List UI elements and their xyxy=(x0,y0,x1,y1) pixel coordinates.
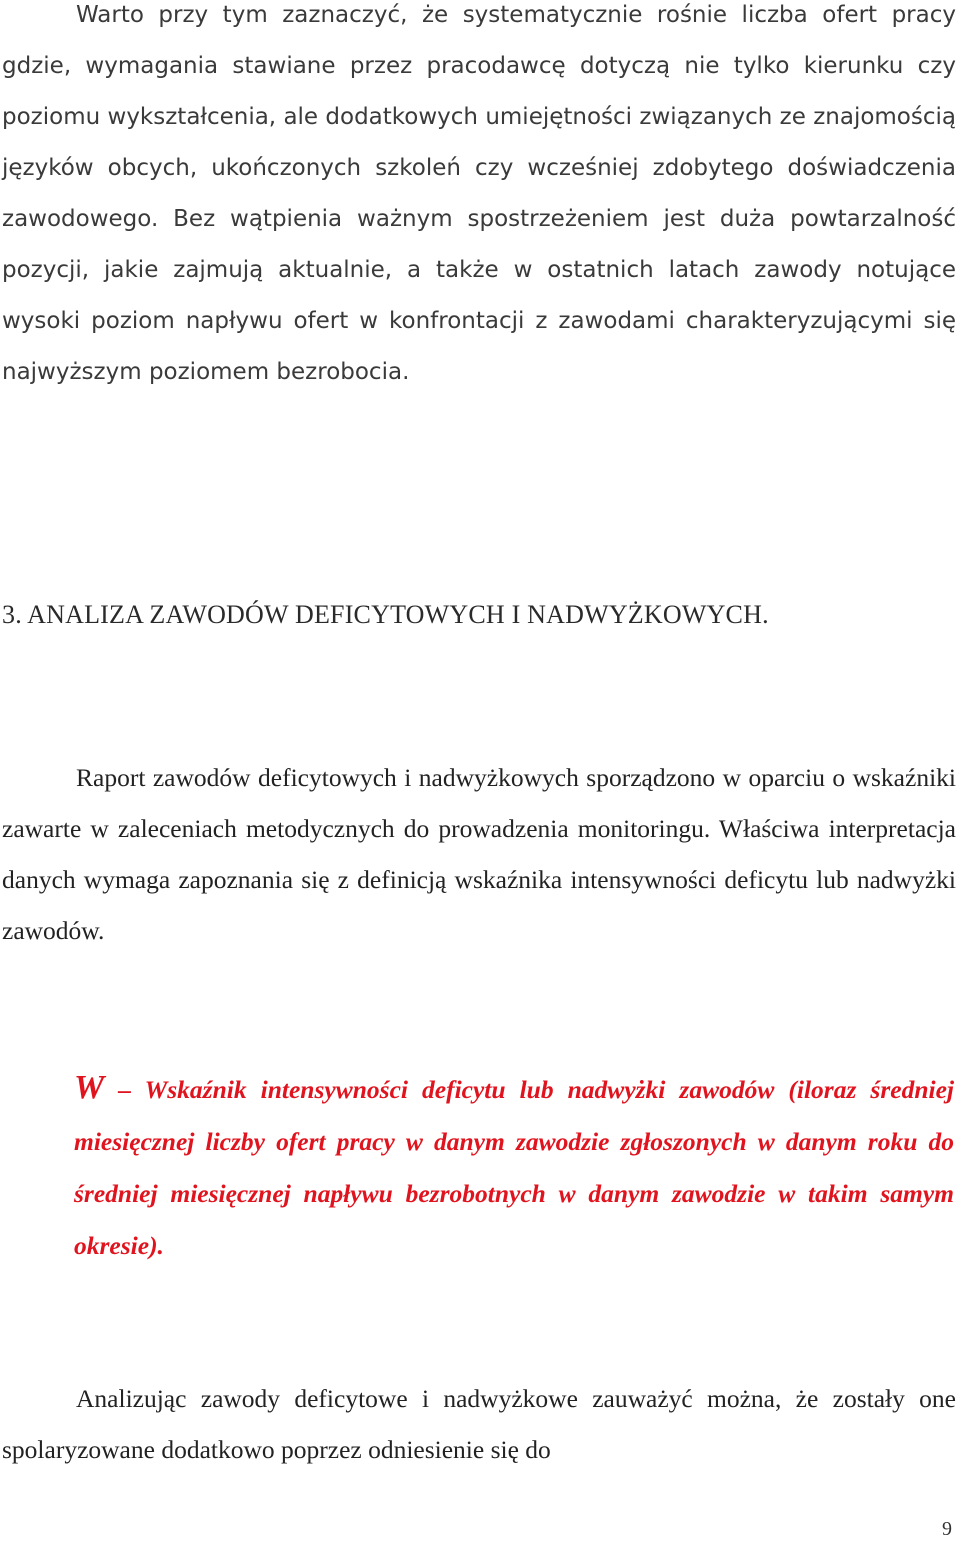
analysis-paragraph: Analizując zawody deficytowe i nadwyżkowe zauważyć można, że zostały one spolaryzowane dodatkowo poprzez odniesienie się do xyxy=(2,1384,956,1464)
section-heading: 3. ANALIZA ZAWODÓW DEFICYTOWYCH I NADWYŻKOWYCH. xyxy=(2,600,769,629)
page-number: 9 xyxy=(942,1518,952,1540)
indicator-definition xyxy=(74,1062,954,1272)
report-paragraph: Raport zawodów deficytowych i nadwyżkowych sporządzono w oparciu o wskaźniki zawarte w zaleceniach metodycznych do prowadzenia monitoringu. Właściwa interpretacja danych wymaga zapoznania się z definicją wskaźnika intensywności deficytu lub nadwyżki zawodów. xyxy=(2,763,956,945)
indicator-symbol: W xyxy=(74,1069,105,1106)
intro-paragraph: Warto przy tym zaznaczyć, że systematycznie rośnie liczba ofert pracy gdzie, wymagania stawiane przez pracodawcę dotyczą nie tylko kierunku czy poziomu wykształcenia, ale dodatkowych umiejętności związanych ze znajomością języków obcych, ukończonych szkoleń czy wcześniej zdobytego doświadczenia zawodowego. Bez wątpienia ważnym spostrzeżeniem jest duża powtarzalność pozycji, jakie zajmują aktualnie, a także w ostatnich latach zawody notujące wysoki poziom napływu ofert w konfrontacji z zawodami charakteryzującymi się najwyższym poziomem bezrobocia. xyxy=(2,2,956,385)
indicator-definition-text: – Wskaźnik intensywności deficytu lub nadwyżki zawodów (iloraz średniej miesięcznej liczby ofert pracy w danym zawodzie zgłoszonych w danym roku do średniej miesięcznej napływu bezrobotnych w danym zawodzie w takim samym okresie). xyxy=(74,1075,954,1260)
